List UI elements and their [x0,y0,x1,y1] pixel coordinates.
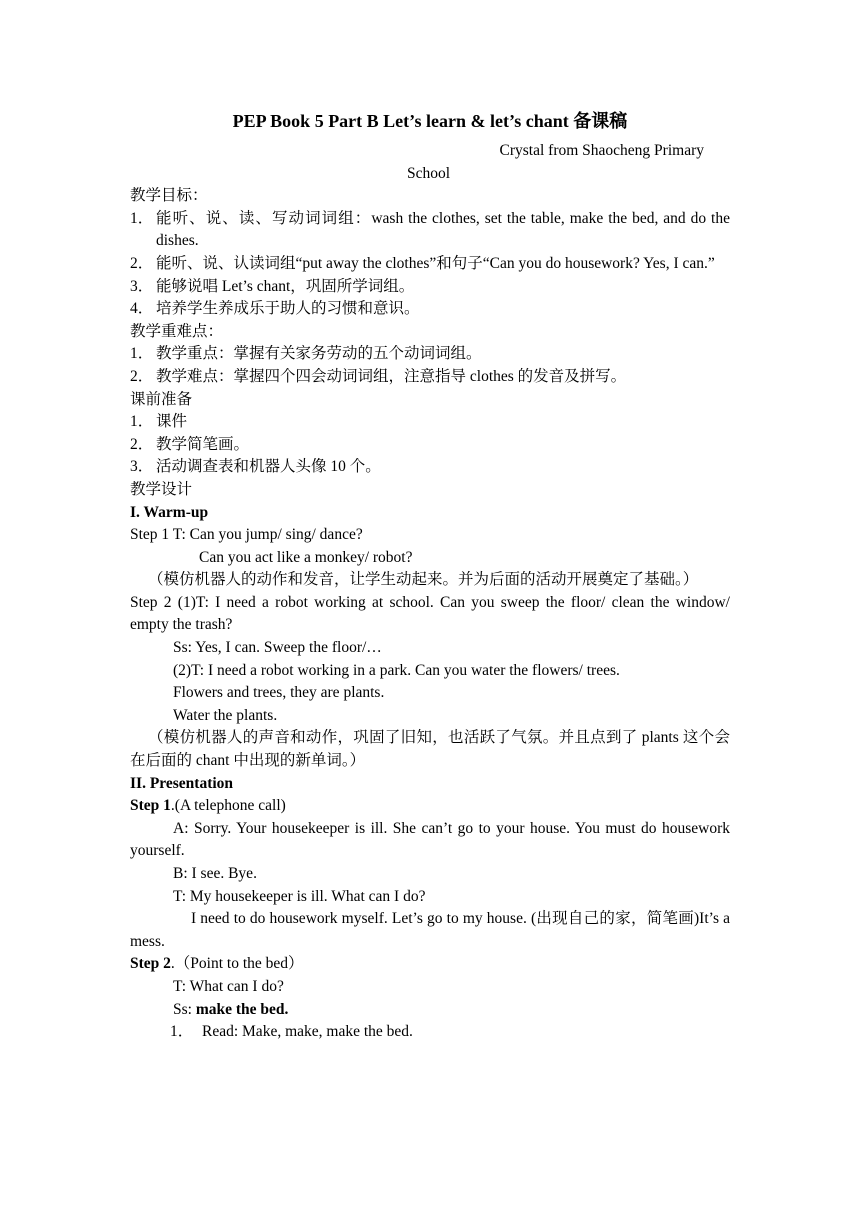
document-page [130,110,730,1044]
presentation-step1 [130,795,730,818]
list-text: 能听、说、读、写动词词组：wash the clothes, set the table, make the bed, and do the dishes. [156,209,730,250]
warmup-step2-line: Water the plants. [173,706,278,724]
warmup-heading: I. Warm-up [130,503,209,521]
list-text: 课件 [156,413,188,431]
list-text: 教学重点：掌握有关家务劳动的五个动词词组。 [156,345,482,363]
objective-item [130,298,730,321]
key-point-item [130,366,730,389]
list-number: 2． [130,367,154,385]
dialogue-line: A: Sorry. Your housekeeper is ill. She can’t go to your house. You must do housework yourself. [130,819,730,860]
answer-bold: make the bed. [195,1000,289,1018]
list-number: 1． [170,1023,194,1041]
step-text: .（Point to the bed） [170,955,304,973]
read-item [130,1021,730,1044]
list-number: 4． [130,300,154,318]
list-text: 能听、说、认读词组“put away the clothes”和句子“Can you do housework? Yes, I can.” [156,254,715,272]
prep-heading: 课前准备 [130,390,193,408]
list-text: 活动调查表和机器人头像 10 个。 [156,458,381,476]
warmup-step2: Step 2 (1)T: I need a robot working at school. Can you sweep the floor/ clean the window/ empty the trash? [130,593,730,634]
page-title: PEP Book 5 Part B Let’s learn & let’s chant 备课稿 [232,111,628,131]
objective-item [130,276,730,299]
objective-item [130,208,730,253]
presentation-heading: II. Presentation [130,774,234,792]
list-text: 教学简笔画。 [156,435,250,453]
list-number: 1． [130,413,154,431]
prep-item [130,456,730,479]
author-line-continued: School [407,164,451,182]
warmup-step1-note: （模仿机器人的动作和发音，让学生动起来。并为后面的活动开展奠定了基础。） [148,571,699,589]
warmup-step2-line: Flowers and trees, they are plants. [173,684,385,702]
key-point-item [130,343,730,366]
prep-item [130,434,730,457]
list-number: 2． [130,435,154,453]
list-text: 培养学生养成乐于助人的习惯和意识。 [156,300,420,318]
list-text: 教学难点：掌握四个四会动词词组，注意指导 clothes 的发音及拼写。 [156,367,627,385]
author-line: Crystal from Shaocheng Primary [499,142,704,159]
step-text: .(A telephone call) [170,797,286,815]
design-heading: 教学设计 [130,480,193,498]
step-label: Step 2 [130,955,171,973]
dialogue-line: T: My housekeeper is ill. What can I do? [173,887,426,905]
list-number: 3． [130,277,154,295]
dialogue-line: T: What can I do? [173,977,284,995]
list-text: Read: Make, make, make the bed. [202,1023,413,1041]
objective-item [130,253,730,276]
step-label: Step 1 [130,797,171,815]
warmup-step1: Step 1 T: Can you jump/ sing/ dance? [130,526,363,544]
list-number: 1． [130,209,154,227]
dialogue-line [130,999,730,1022]
list-number: 3． [130,458,154,476]
warmup-step2-note: （模仿机器人的声音和动作，巩固了旧知，也活跃了气氛。并且点到了 plants 这个会在后面的 chant 中出现的新单词。） [130,729,730,770]
dialogue-line: I need to do housework myself. Let’s go to my house. (出现自己的家，简笔画)It’s a mess. [130,910,730,950]
list-number: 1． [130,345,154,363]
key-points-heading: 教学重难点： [130,322,224,340]
presentation-step2 [130,953,730,976]
warmup-step2-response: Ss: Yes, I can. Sweep the floor/… [173,639,382,657]
warmup-step2-part2: (2)T: I need a robot working in a park. Can you water the flowers/ trees. [173,661,620,679]
prep-item [130,411,730,434]
list-number: 2． [130,254,154,272]
objectives-heading: 教学目标： [130,187,208,205]
warmup-step1-continued: Can you act like a monkey/ robot? [199,548,413,566]
dialogue-line: B: I see. Bye. [173,865,257,882]
list-text: 能够说唱 Let’s chant，巩固所学词组。 [156,277,415,295]
speaker-prefix: Ss: [173,1000,196,1018]
